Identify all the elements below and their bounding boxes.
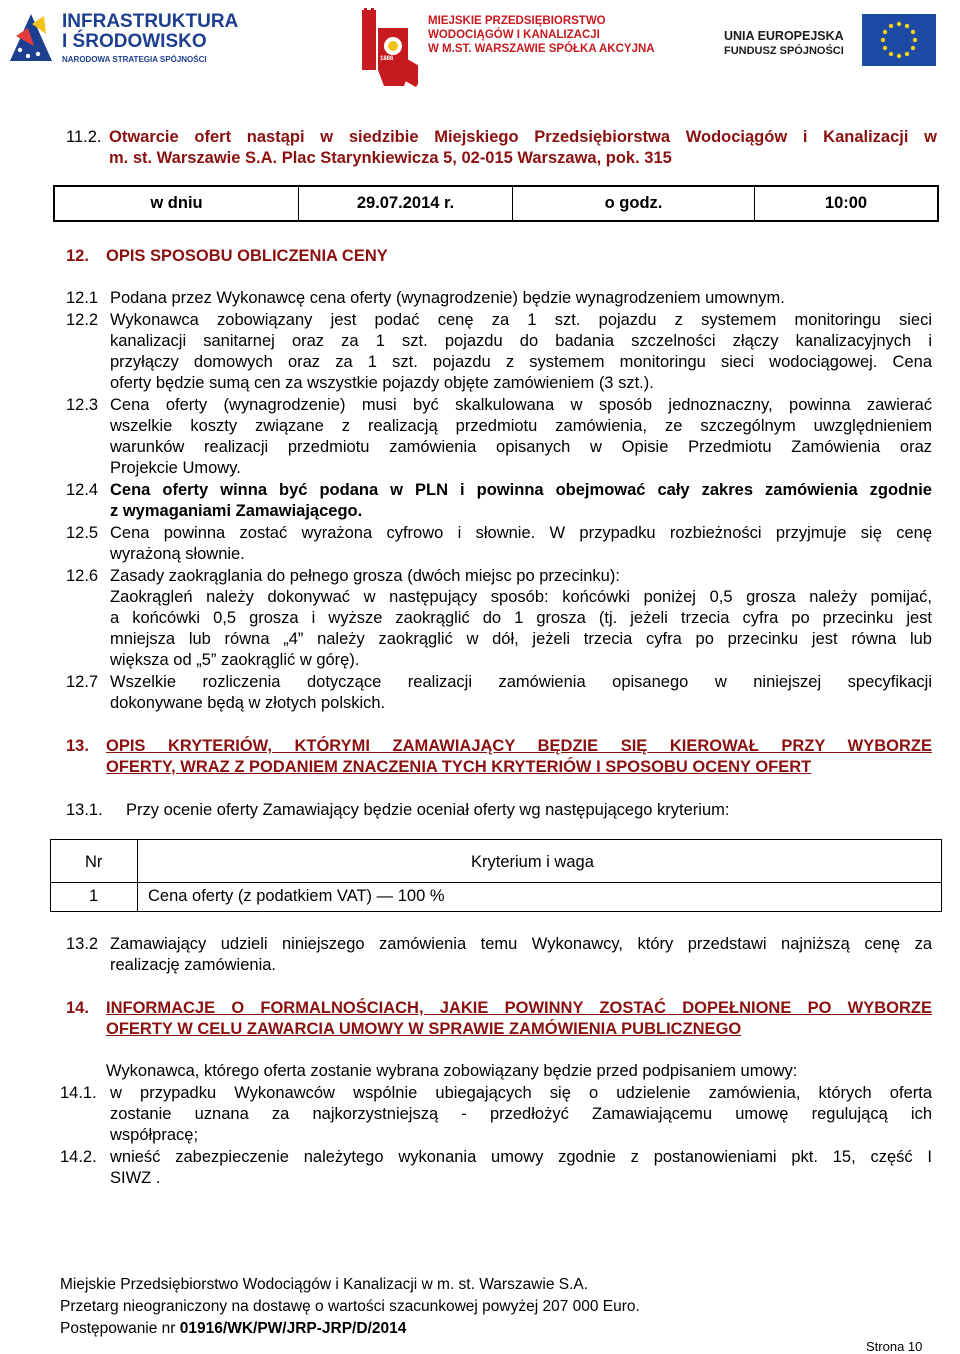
- is-title: INFRASTRUKTURA: [62, 11, 239, 32]
- time-label-cell: o godz.: [513, 187, 755, 220]
- para-14-2-line-1: wnieść zabezpieczenie należytego wykonania umowy zgodnie z postanowieniami pkt. 15, część I: [110, 1148, 932, 1166]
- para-12-3-line-3: warunków realizacji przedmiotu zamówienia opisanych w Opisie Przedmiotu Zamówienia oraz: [110, 438, 932, 456]
- crest-year: 1886: [380, 56, 394, 62]
- ue-logo-text: [724, 29, 844, 59]
- para-12-6-line-4: mniejsza lub równa „4” należy zaokrąglić w dół, jeżeli trzecia cyfra po przecinku jest równa lub: [110, 630, 932, 648]
- para-14-1-line-3: współpracę;: [110, 1126, 199, 1144]
- ue-line-1: UNIA EUROPEJSKA: [724, 29, 844, 43]
- para-12-7-line-1: Wszelkie rozliczenia dotyczące realizacji zamówienia opisanego w niniejszej specyfikacji: [110, 673, 932, 691]
- time-value-cell: 10:00: [824, 194, 868, 212]
- para-12-7-line-2: dokonywane będą w złotych polskich.: [110, 694, 386, 712]
- criteria-row-text: Cena oferty (z podatkiem VAT) — 100 %: [148, 887, 445, 905]
- para-13-2-line-1: Zamawiający udzieli niniejszego zamówienia temu Wykonawcy, który przedstawi najniższą cenę za: [110, 935, 932, 953]
- section-14-number: 14.: [66, 999, 89, 1017]
- para-14-2-line-2: SIWZ .: [110, 1169, 161, 1187]
- footer-company: Miejskie Przedsiębiorstwo Wodociągów i Kanalizacji w m. st. Warszawie S.A.: [60, 1276, 589, 1293]
- para-13-1-number: 13.1.: [66, 801, 103, 819]
- mpwik-line-3: W M.ST. WARSZAWIE SPÓŁKA AKCYJNA: [428, 43, 655, 55]
- para-14-1-line-1: w przypadku Wykonawców wspólnie ubiegających się o udzielenie zamówienia, których oferta: [110, 1084, 932, 1102]
- page-number: Strona 10: [866, 1339, 923, 1354]
- date-value-cell: 29.07.2014 r.: [299, 187, 513, 220]
- para-12-6-line-3: a końcówki 0,5 grosza i wyższe zaokrąglić do 1 grosza (tj. jeżeli trzecia cyfra po przecinku jest: [110, 609, 932, 627]
- section-14-intro: Wykonawca, którego oferta zostanie wybrana zobowiązany będzie przed podpisaniem umowy:: [106, 1062, 798, 1080]
- criteria-table-divider: [137, 840, 138, 911]
- ue-line-2: FUNDUSZ SPÓJNOŚCI: [724, 45, 844, 57]
- eu-flag-icon: [862, 14, 936, 66]
- para-12-2-line-2: kanalizacji sanitarnej oraz za 1 szt. pojazdu do badania szczelności złączy kanalizacyjnych i: [110, 332, 932, 350]
- section-14-heading-line-1: INFORMACJE O FORMALNOŚCIACH, JAKIE POWINNY ZOSTAĆ DOPEŁNIONE PO WYBORZE: [106, 999, 932, 1017]
- para-12-1-text: Podana przez Wykonawcę cena oferty (wynagrodzenie) będzie wynagrodzeniem umownym.: [110, 289, 785, 307]
- is-subtitle: NARODOWA STRATEGIA SPÓJNOŚCI: [62, 55, 207, 64]
- para-12-2-line-1: Wykonawca zobowiązany jest podać cenę za 1 szt. pojazdu z systemem monitoringu sieci: [110, 311, 932, 329]
- para-13-2-line-2: realizację zamówienia.: [110, 956, 276, 974]
- para-12-2-number: 12.2: [66, 311, 99, 329]
- section-11-2-number: 11.2.: [66, 128, 102, 146]
- para-12-1-number: 12.1: [66, 289, 99, 307]
- para-14-2-number: 14.2.: [60, 1148, 97, 1166]
- section-14-heading-line-2: OFERTY W CELU ZAWARCIA UMOWY W SPRAWIE ZAMÓWIENIA PUBLICZNEGO: [106, 1020, 742, 1038]
- footer-procedure-prefix: Postępowanie nr: [60, 1320, 180, 1337]
- para-12-5-line-2: wyrażoną słownie.: [110, 545, 245, 563]
- para-12-2-line-3: przyłączy domowych oraz za 1 szt. pojazdu z systemem monitoringu sieci wodociągowej. Cena: [110, 353, 932, 371]
- para-12-4-number: 12.4: [66, 481, 99, 499]
- para-14-1-line-2: zostanie uznana za najkorzystniejszą - przedłożyć Zamawiającemu umowę regulującą ich: [110, 1105, 932, 1123]
- criteria-table: [50, 839, 942, 912]
- date-label-cell: w dniu: [55, 187, 299, 220]
- para-12-3-line-1: Cena oferty (wynagrodzenie) musi być skalkulowana w sposób jednoznaczny, powinna zawierać: [110, 396, 932, 414]
- para-13-2-number: 13.2: [66, 935, 99, 953]
- para-14-1-number: 14.1.: [60, 1084, 97, 1102]
- para-12-4-line-2: z wymaganiami Zamawiającego.: [110, 502, 363, 520]
- para-12-6-number: 12.6: [66, 567, 99, 585]
- section-13-number: 13.: [66, 737, 89, 755]
- para-13-1-text: Przy ocenie oferty Zamawiający będzie oceniał oferty wg następującego kryterium:: [126, 801, 730, 819]
- footer-procedure-code: 01916/WK/PW/JRP-JRP/D/2014: [179, 1320, 407, 1337]
- section-13-heading-line-1: OPIS KRYTERIÓW, KTÓRYMI ZAMAWIAJĄCY BĘDZIE SIĘ KIEROWAŁ PRZY WYBORZE: [106, 737, 932, 755]
- criteria-col-nr: Nr: [85, 853, 103, 871]
- mpwik-line-1: MIEJSKIE PRZEDSIĘBIORSTWO: [428, 15, 606, 27]
- para-12-3-number: 12.3: [66, 396, 99, 414]
- mpwik-line-2: WODOCIĄGÓW I KANALIZACJI: [428, 29, 600, 41]
- para-12-4-line-1: Cena oferty winna być podana w PLN i powinna obejmować cały zakres zamówienia zgodnie: [110, 481, 932, 499]
- section-11-2-line-2: m. st. Warszawie S.A. Plac Starynkiewicza 5, 02-015 Warszawa, pok. 315: [109, 149, 672, 167]
- para-12-6-line-5: większa od „5” zaokrąglić w górę).: [110, 651, 360, 669]
- page-header: [0, 0, 960, 92]
- para-12-2-line-4: oferty będzie sumą cen za wszystkie pojazdy objęte zamówieniem (3 szt.).: [110, 374, 654, 392]
- crest-tower-icon: [358, 6, 418, 88]
- section-12-number: 12.: [66, 247, 89, 265]
- para-12-7-number: 12.7: [66, 673, 99, 691]
- para-12-3-line-2: wszelkie koszty związane z realizacją przedmiotu zamówienia, ze szczególnym uwzględnieniem: [110, 417, 932, 435]
- criteria-col-kryterium: Kryterium i waga: [471, 853, 594, 871]
- para-12-3-line-4: Projekcie Umowy.: [110, 459, 241, 477]
- infrastruktura-srodowisko-logo: [6, 6, 256, 66]
- footer-procedure: [60, 1320, 406, 1338]
- para-12-6-line-2: Zaokrągleń należy dokonywać w następujący sposób: końcówki poniżej 0,5 grosza należy pomijać,: [110, 588, 932, 606]
- opening-date-table: [53, 185, 939, 222]
- para-12-6-line-1: Zasady zaokrąglania do pełnego grosza (dwóch miejsc po przecinku):: [110, 567, 620, 585]
- is-title-2: I ŚRODOWISKO: [62, 31, 207, 52]
- criteria-row-nr: 1: [89, 887, 99, 905]
- footer-tender: Przetarg nieograniczony na dostawę o wartości szacunkowej powyżej 207 000 Euro.: [60, 1298, 640, 1315]
- section-11-2-line-1: Otwarcie ofert nastąpi w siedzibie Miejskiego Przedsiębiorstwa Wodociągów i Kanalizacji w: [109, 128, 937, 146]
- para-12-5-line-1: Cena powinna zostać wyrażona cyfrowo i słownie. W przypadku rozbieżności przyjmuje się cenę: [110, 524, 932, 542]
- mpwik-logo-text: [428, 14, 655, 56]
- section-13-heading-line-2: OFERTY, WRAZ Z PODANIEM ZNACZENIA TYCH KRYTERIÓW I SPOSOBU OCENY OFERT: [106, 758, 812, 776]
- section-12-heading: OPIS SPOSOBU OBLICZENIA CENY: [106, 247, 388, 265]
- mpwik-crest-logo: [358, 6, 418, 88]
- para-12-5-number: 12.5: [66, 524, 99, 542]
